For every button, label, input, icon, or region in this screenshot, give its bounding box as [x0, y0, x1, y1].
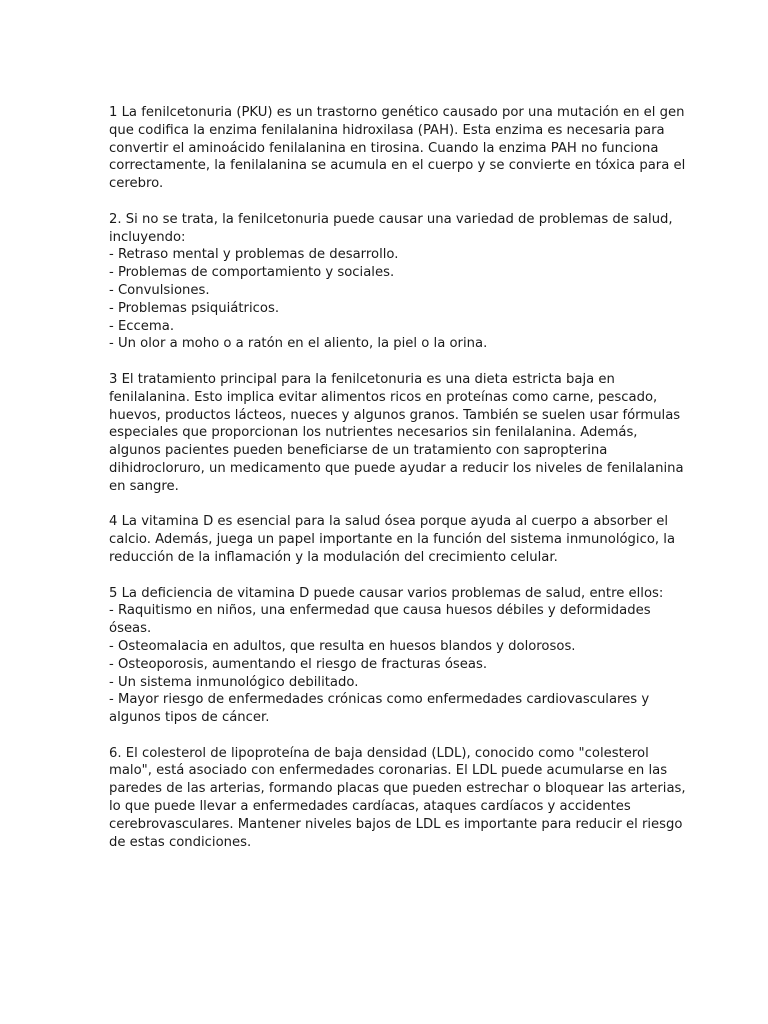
list-item: - Mayor riesgo de enfermedades crónicas como enfermedades cardiovasculares y — [109, 692, 650, 708]
paragraph-3 — [109, 371, 684, 496]
list-item: - Retraso mental y problemas de desarrollo. — [109, 247, 399, 263]
paragraph-1 — [109, 104, 686, 193]
text-line: huevos, productos lácteos, nueces y algunos granos. También se suelen usar fórmulas — [109, 407, 681, 423]
list-item: - Raquitismo en niños, una enfermedad que causa huesos débiles y deformidades — [109, 603, 651, 619]
paragraph-4 — [109, 513, 676, 566]
text-line: malo", está asociado con enfermedades coronarias. El LDL puede acumularse en las — [109, 763, 668, 779]
text-line: 6. El colesterol de lipoproteína de baja densidad (LDL), conocido como "colesterol — [109, 745, 649, 761]
text-line: lo que puede llevar a enfermedades cardíacas, ataques cardíacos y accidentes — [109, 799, 631, 815]
document-page — [109, 104, 686, 869]
text-line: cerebrovasculares. Mantener niveles bajos de LDL es importante para reducir el riesgo — [109, 816, 683, 832]
paragraph-2 — [109, 211, 673, 353]
text-line: especiales que proporcionan los nutrientes necesarios sin fenilalanina. Además, — [109, 425, 638, 441]
text-line: reducción de la inflamación y la modulación del crecimiento celular. — [109, 549, 558, 565]
list-item: - Problemas psiquiátricos. — [109, 300, 280, 316]
list-item: - Osteomalacia en adultos, que resulta en huesos blandos y dolorosos. — [109, 638, 576, 654]
list-item: - Eccema. — [109, 318, 175, 334]
text-line: incluyendo: — [109, 229, 186, 245]
text-line: cerebro. — [109, 176, 164, 192]
text-line: fenilalanina. Esto implica evitar alimentos ricos en proteínas como carne, pescado, — [109, 389, 658, 405]
paragraph-5 — [109, 585, 664, 727]
text-line: dihidrocloruro, un medicamento que puede ayudar a reducir los niveles de fenilalanina — [109, 460, 684, 476]
list-item: - Osteoporosis, aumentando el riesgo de fracturas óseas. — [109, 656, 488, 672]
text-line: correctamente, la fenilalanina se acumula en el cuerpo y se convierte en tóxica para el — [109, 158, 686, 174]
text-line: de estas condiciones. — [109, 834, 252, 850]
list-item: algunos tipos de cáncer. — [109, 710, 270, 726]
text-line: 1 La fenilcetonuria (PKU) es un trastorno genético causado por una mutación en el gen — [109, 105, 685, 120]
text-line: algunos pacientes pueden beneficiarse de un tratamiento con sapropterina — [109, 443, 608, 459]
list-item: - Un sistema inmunológico debilitado. — [109, 674, 359, 690]
text-line: 4 La vitamina D es esencial para la salud ósea porque ayuda al cuerpo a absorber el — [109, 514, 669, 530]
paragraph-6 — [109, 745, 686, 852]
text-line: en sangre. — [109, 478, 179, 494]
list-item: - Un olor a moho o a ratón en el aliento, la piel o la orina. — [109, 336, 488, 352]
text-line: 2. Si no se trata, la fenilcetonuria puede causar una variedad de problemas de salud, — [109, 211, 673, 227]
text-line: convertir el aminoácido fenilalanina en tirosina. Cuando la enzima PAH no funciona — [109, 140, 659, 156]
text-line: paredes de las arterias, formando placas que pueden estrechar o bloquear las arterias, — [109, 781, 686, 797]
list-item: - Convulsiones. — [109, 282, 210, 298]
text-line: calcio. Además, juega un papel importante en la función del sistema inmunológico, la — [109, 532, 676, 548]
list-item: - Problemas de comportamiento y sociales. — [109, 265, 395, 281]
text-line: 3 El tratamiento principal para la fenilcetonuria es una dieta estricta baja en — [109, 371, 615, 387]
text-line: que codifica la enzima fenilalanina hidroxilasa (PAH). Esta enzima es necesaria para — [109, 122, 665, 138]
text-line: 5 La deficiencia de vitamina D puede causar varios problemas de salud, entre ellos: — [109, 585, 664, 601]
list-item: óseas. — [109, 621, 152, 637]
